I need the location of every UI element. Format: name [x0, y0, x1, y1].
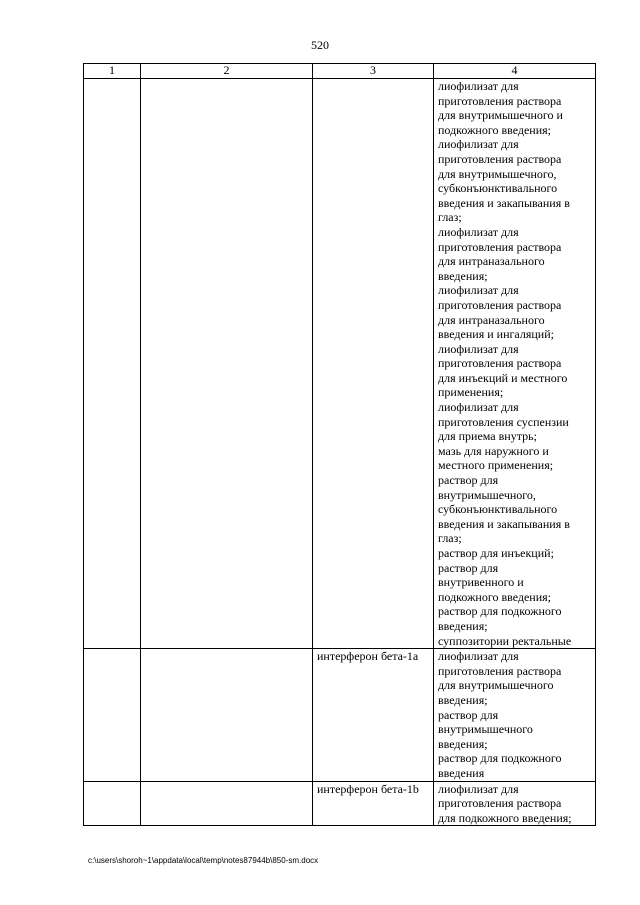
dosage-form-line: для внутримышечного — [438, 678, 554, 693]
dosage-form-line: для интраназального — [438, 254, 545, 269]
table-cell-col-2 — [141, 79, 313, 649]
dosage-form-line: для приема внутрь; — [438, 429, 537, 444]
dosage-form-line: для внутримышечного, — [438, 166, 557, 181]
dosage-form-line: лиофилизат для — [438, 283, 519, 298]
dosage-form-line: субконъюнктивального — [438, 502, 558, 517]
dosage-form-line: раствор для — [438, 560, 499, 575]
header-col-2: 2 — [141, 64, 313, 79]
dosage-form-line: для внутримышечного и — [438, 108, 563, 123]
table-cell-col-4 — [434, 79, 596, 649]
header-col-4: 4 — [434, 64, 596, 79]
dosage-form-line: введения и закапывания в — [438, 195, 570, 210]
header-col-1: 1 — [84, 64, 141, 79]
dosage-form-line: введения и ингаляций; — [438, 327, 554, 342]
dosage-form-line: введения и закапывания в — [438, 516, 570, 531]
dosage-form-line: введения; — [438, 618, 488, 633]
dosage-form-line: приготовления раствора — [438, 356, 562, 371]
drug-table — [83, 63, 596, 826]
table-cell-col-3: интерферон бета-1b — [313, 781, 434, 826]
table-header-row — [84, 64, 596, 79]
table-cell-col-3 — [313, 79, 434, 649]
dosage-form-line: для инъекций и местного — [438, 370, 568, 385]
dosage-form-line: раствор для подкожного — [438, 604, 562, 619]
dosage-form-line: приготовления раствора — [438, 796, 562, 811]
dosage-form-line: внутримышечного, — [438, 487, 536, 502]
table-row — [84, 79, 596, 649]
table-row — [84, 781, 596, 826]
dosage-form-line: лиофилизат для — [438, 781, 519, 796]
table-cell-col-1 — [84, 649, 141, 781]
dosage-form-line: лиофилизат для — [438, 341, 519, 356]
dosage-form-line: для интраназального — [438, 312, 545, 327]
dosage-form-line: раствор для инъекций; — [438, 546, 554, 560]
dosage-form-line: лиофилизат для — [438, 137, 519, 152]
table-cell-col-1 — [84, 79, 141, 649]
dosage-form-line: подкожного введения; — [438, 122, 551, 137]
dosage-form-line: применения; — [438, 385, 504, 400]
dosage-form-line: раствор для — [438, 473, 499, 488]
dosage-form-line: для подкожного введения; — [438, 810, 572, 825]
dosage-form-line: лиофилизат для — [438, 649, 519, 664]
table-body — [84, 79, 596, 826]
dosage-form-line: приготовления раствора — [438, 239, 562, 254]
dosage-form-line: глаз; — [438, 210, 462, 225]
dosage-form-line: субконъюнктивального — [438, 181, 558, 196]
dosage-form-line: раствор для — [438, 707, 499, 722]
dosage-form-line: введения; — [438, 692, 488, 707]
dosage-form-line: внутримышечного — [438, 722, 533, 737]
table-cell-col-4 — [434, 649, 596, 781]
dosage-form-line: введения — [438, 765, 485, 780]
dosage-form-line: приготовления раствора — [438, 151, 562, 166]
dosage-form-line: мазь для наружного и — [438, 443, 549, 458]
dosage-form-line: местного применения; — [438, 458, 554, 473]
table-cell-col-2 — [141, 649, 313, 781]
dosage-form-line: приготовления суспензии — [438, 414, 569, 429]
dosage-form-line: внутривенного и — [438, 575, 524, 590]
table-row — [84, 649, 596, 781]
dosage-form-line: введения; — [438, 736, 488, 751]
page-number: 520 — [311, 38, 329, 52]
dosage-form-line: глаз; — [438, 531, 462, 546]
dosage-form-line: лиофилизат для — [438, 224, 519, 239]
table-cell-col-3: интерферон бета-1a — [313, 649, 434, 781]
table-cell-col-4 — [434, 781, 596, 826]
dosage-form-line: лиофилизат для — [438, 79, 519, 93]
dosage-form-line: суппозитории ректальные — [438, 633, 572, 648]
table-cell-col-1 — [84, 781, 141, 826]
dosage-form-line: лиофилизат для — [438, 400, 519, 415]
dosage-form-line: раствор для подкожного — [438, 751, 562, 766]
dosage-form-line: приготовления раствора — [438, 297, 562, 312]
dosage-form-line: приготовления раствора — [438, 663, 562, 678]
footer-file-path: c:\users\shoroh~1\appdata\local\temp\notes87944b\850-sm.docx — [88, 856, 319, 865]
dosage-form-line: подкожного введения; — [438, 589, 551, 604]
header-col-3: 3 — [313, 64, 434, 79]
dosage-form-line: приготовления раствора — [438, 93, 562, 108]
dosage-form-line: введения; — [438, 268, 488, 283]
table-cell-col-2 — [141, 781, 313, 826]
